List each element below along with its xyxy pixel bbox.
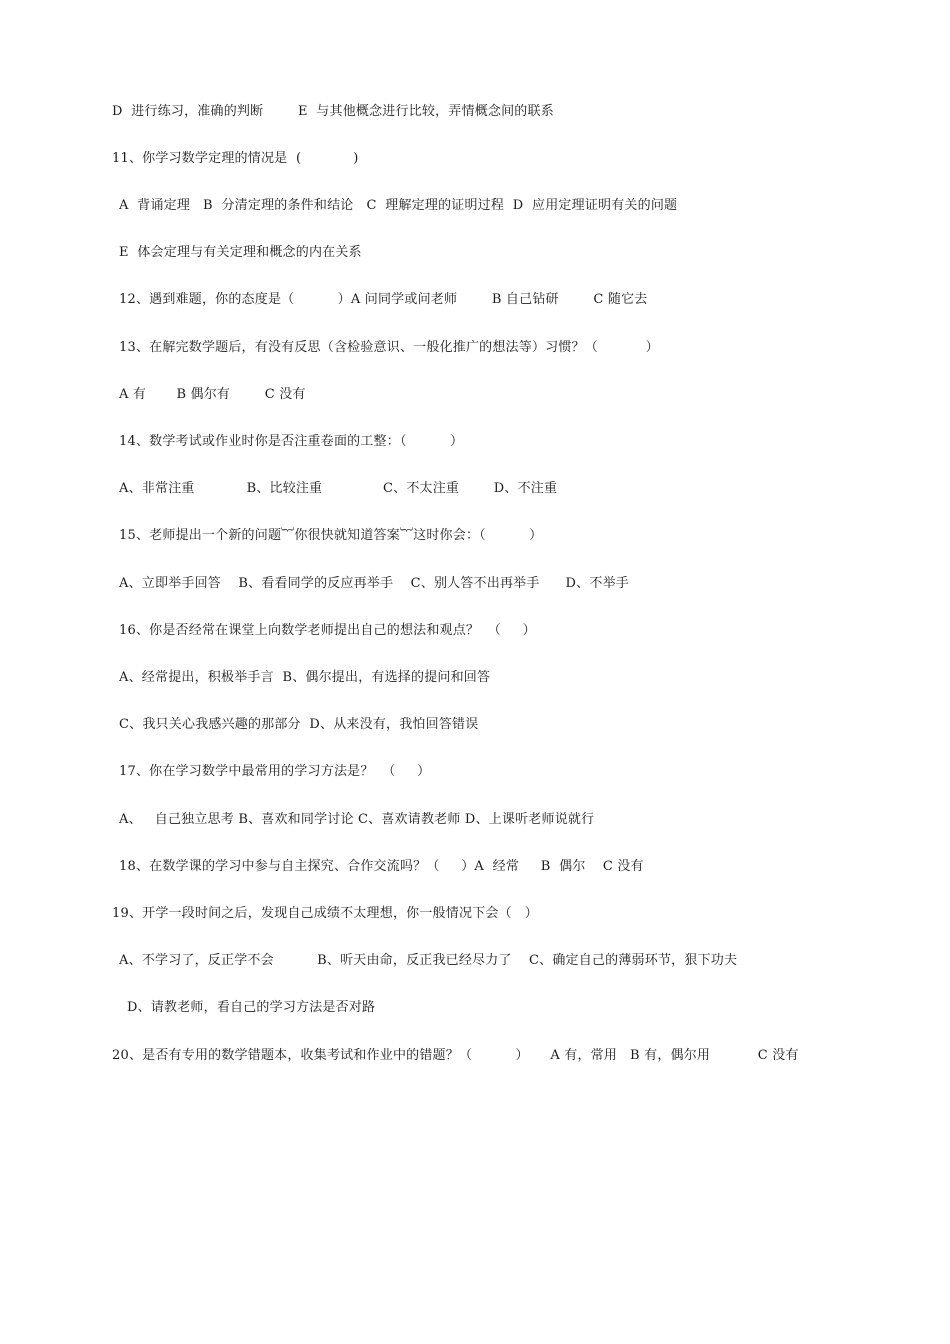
question-14-options: A、非常注重 B、比较注重 C、不太注重 D、不注重 — [119, 481, 558, 496]
question-16-options-c-d: C、我只关心我感兴趣的那部分 D、从来没有，我怕回答错误 — [119, 717, 479, 732]
question-18: 18、在数学课的学习中参与自主探究、合作交流吗？（ ）A 经常 B 偶尔 C 没有 — [119, 859, 644, 874]
question-15-options: A、立即举手回答 B、看看同学的反应再举手 C、别人答不出再举手 D、不举手 — [119, 576, 629, 591]
question-11: 11、你学习数学定理的情况是 ( ) — [112, 151, 359, 166]
option-line-d-e: D 进行练习，准确的判断 E 与其他概念进行比较，弄情概念间的联系 — [112, 104, 554, 119]
question-14: 14、数学考试或作业时你是否注重卷面的工整：（ ） — [119, 434, 464, 449]
question-19: 19、开学一段时间之后，发现自己成绩不太理想，你一般情况下会（ ） — [112, 906, 538, 921]
question-15: 15、老师提出一个新的问题︸你很快就知道答案︸这时你会：（ ） — [119, 528, 543, 543]
question-17: 17、你在学习数学中最常用的学习方法是？ （ ） — [119, 764, 431, 779]
question-11-options-a-d: A 背诵定理 B 分清定理的条件和结论 C 理解定理的证明过程 D 应用定理证明有关的问题 — [119, 198, 678, 213]
question-17-options: A、 自己独立思考 B、喜欢和同学讨论 C、喜欢请教老师 D、上课听老师说就行 — [119, 812, 595, 827]
question-20: 20、是否有专用的数学错题本，收集考试和作业中的错题？（ ） A 有，常用 B 有，偶尔用 C 没有 — [112, 1048, 799, 1063]
question-19-option-d: D、请教老师，看自己的学习方法是否对路 — [127, 1000, 376, 1015]
question-12: 12、遇到难题，你的态度是（ ）A 问同学或问老师 B 自己钻研 C 随它去 — [119, 292, 648, 307]
question-13: 13、在解完数学题后，有没有反思（含检验意识、一般化推广的想法等）习惯？（ ） — [119, 340, 659, 355]
question-16: 16、你是否经常在课堂上向数学老师提出自己的想法和观点？ （ ） — [119, 623, 536, 638]
question-16-options-a-b: A、经常提出，积极举手言 B、偶尔提出，有选择的提问和回答 — [119, 670, 491, 685]
question-19-options-a-c: A、不学习了，反正学不会 B、听天由命，反正我已经尽力了 C、确定自己的薄弱环节，狠下功夫 — [119, 953, 738, 968]
question-13-options: A 有 B 偶尔有 C 没有 — [119, 387, 306, 402]
question-11-option-e: E 体会定理与有关定理和概念的内在关系 — [119, 245, 362, 260]
